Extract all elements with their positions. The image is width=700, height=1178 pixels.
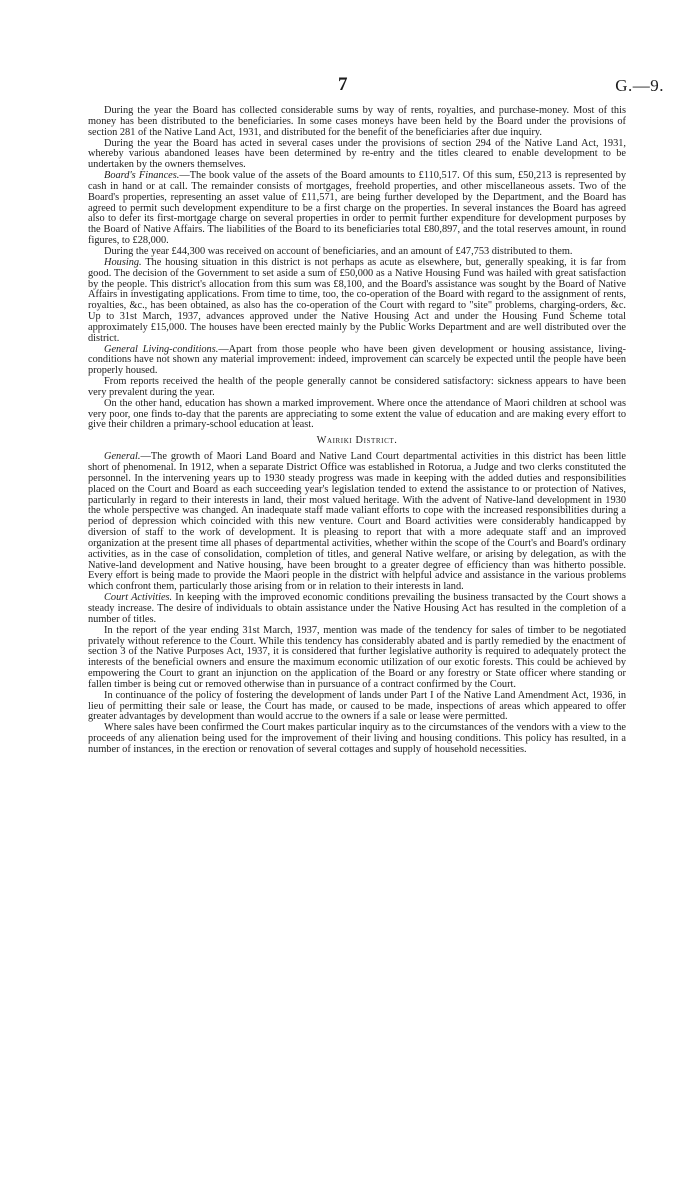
paragraph: During the year the Board has acted in several cases under the provisions of section 294 of the Native Land Act, 1931, whereby various abandoned leases have been determined by re-entry and the titles cleared to enable development to be undertaken by the owners themselves. — [88, 137, 626, 171]
paragraph: During the year £44,300 was received on account of beneficiaries, and an amount of £47,753 distributed to them. — [104, 245, 573, 257]
paragraph: In the report of the year ending 31st March, 1937, mention was made of the tendency for sales of timber to be negotiated privately without reference to the Court. While this tendency has considerably abated and is partly remedied by the enactment of section 3 of the Native Purposes Act, 1937, it is considered that further legislative authority is required to adequately protect the interests of the beneficial owners and ensure the maximum economic utilization of our exotic forests. This could be achieved by empowering the Court to grant an injunction on the application of the Board or any forestry or State officer where standing or fallen timber is being cut or removed otherwise than in pursuance of a contract confirmed by the Court. — [88, 624, 626, 690]
paragraph: General Living-conditions.—Apart from those people who have been given development or housing assistance, living-conditions have not shown any material improvement: indeed, improvement can scarcely be expected until the people have been properly housed. — [88, 343, 626, 377]
paragraph: In continuance of the policy of fostering the development of lands under Part I of the Native Land Amendment Act, 1936, in lieu of permitting their sale or lease, the Court has made, or caused to be made, inspections of areas which appeared to offer greater advantages by development than would accrue to the owners if a sale or lease were permitted. — [88, 689, 626, 723]
paragraph: Court Activities. In keeping with the improved economic conditions prevailing the business transacted by the Court shows a steady increase. The desire of individuals to obtain assistance under the Native Housing Act has resulted in the completion of a number of titles. — [88, 592, 626, 625]
paragraph: General.—The growth of Maori Land Board and Native Land Court departmental activities in this district has been little short of phenomenal. In 1912, when a separate District Office was established in Rotorua, a Judge and two clerks constituted the personnel. In the intervening years up to 1930 steady progress was made in keeping with the added duties and responsibilities placed on the Court and Board as each succeeding year's legislation tended to extend the assistance to or protection of Natives, particularly in regard to their interests in land, their most valued heritage. With the advent of Native-land development in 1930 the whole perspective was changed. An inadequate staff made valiant efforts to cope with the increased responsibilities during a period of depression which coincided with this new venture. Court and Board activities were considerably handicapped by diversion of staff to the work of development. It is pleasing to report that with a more adequate staff and an improved organization at the present time all phases of departmental activities, whether within the scope of the Court's and Board's ordinary activities, as in the case of consolidation, completion of titles, and general Native welfare, or arising by delegation, as with the Native-land development and Native housing, have been brought to a greater degree of efficiency than was hitherto possible. Every effort is being made to provide the Maori people in the district with helpful advice and assistance in the various problems which confront them, particularly those arising from or in relation to their interests in land. — [88, 451, 626, 593]
paragraph-lead: General Living-conditions. — [104, 343, 219, 355]
body-text — [88, 106, 626, 756]
paragraph-lead: Housing. — [104, 256, 142, 268]
paragraph: During the year the Board has collected considerable sums by way of rents, royalties, and purchase-money. Most of this money has been distributed to the beneficiaries. In some cases moneys have been held by the Board under the provisions of section 281 of the Native Land Act, 1931, and distributed for the benefit of the beneficiaries after due inquiry. — [88, 105, 626, 138]
paragraph: Housing. The housing situation in this district is not perhaps as acute as elsewhere, but, generally speaking, it is far from good. The decision of the Government to set aside a sum of £50,000 as a Native Housing Fund was hailed with great satisfaction by the people. This district's allocation from this sum was £8,100, and the Board's assistance was sought by the Board of Native Affairs in investigating applications. From time to time, too, the co-operation of the Board with regard to the assignment of rents, royalties, &c., has been obtained, as also has the co-operation of the Court with regard to "site" problems, charging-orders, &c. Up to 31st March, 1937, advances approved under the Native Housing Act and under the Housing Fund Scheme total approximately £15,000. The houses have been erected mainly by the Public Works Department and are well distributed over the district. — [88, 256, 626, 344]
paragraph-lead: Court Activities. — [104, 592, 173, 604]
paragraph-lead: Board's Finances. — [104, 170, 180, 182]
document-reference: G.—9. — [615, 76, 664, 95]
paragraph: On the other hand, education has shown a marked improvement. Where once the attendance of Maori children at school was very poor, one finds to-day that the parents are appreciating to some extent the value of education and are making every effort to give their children a primary-school education at least. — [88, 397, 626, 431]
paragraph: Where sales have been confirmed the Court makes particular inquiry as to the circumstances of the vendors with a view to the proceeds of any alienation being used for the improvement of their living and housing conditions. This policy has resulted, in a number of instances, in the erection or renovation of several cottages and supply of household necessities. — [88, 722, 626, 755]
paragraph: Board's Finances.—The book value of the assets of the Board amounts to £110,517. Of this sum, £50,213 is represented by cash in hand or at call. The remainder consists of mortgages, freehold properties, and other miscellaneous assets. Two of the Board's properties, representing an asset value of £11,571, are being further developed by the Department, and the Board has agreed to permit such development expenditure to be a first charge on the properties. In several instances the Board has agreed also to defer its first-mortgage charge on several properties in order to permit further expenditure for development purposes by the Board of Native Affairs. The liabilities of the Board to its beneficiaries total £80,897, and the total reserves amount, in round figures, to £28,000. — [88, 170, 626, 247]
paragraph: From reports received the health of the people generally cannot be considered satisfactory: sickness appears to have been very prevalent during the year. — [88, 376, 626, 398]
paragraph-lead: General. — [104, 451, 141, 463]
page-number: 7 — [338, 74, 348, 95]
section-heading: Wairiki District. — [316, 435, 398, 447]
page-header — [0, 74, 700, 104]
